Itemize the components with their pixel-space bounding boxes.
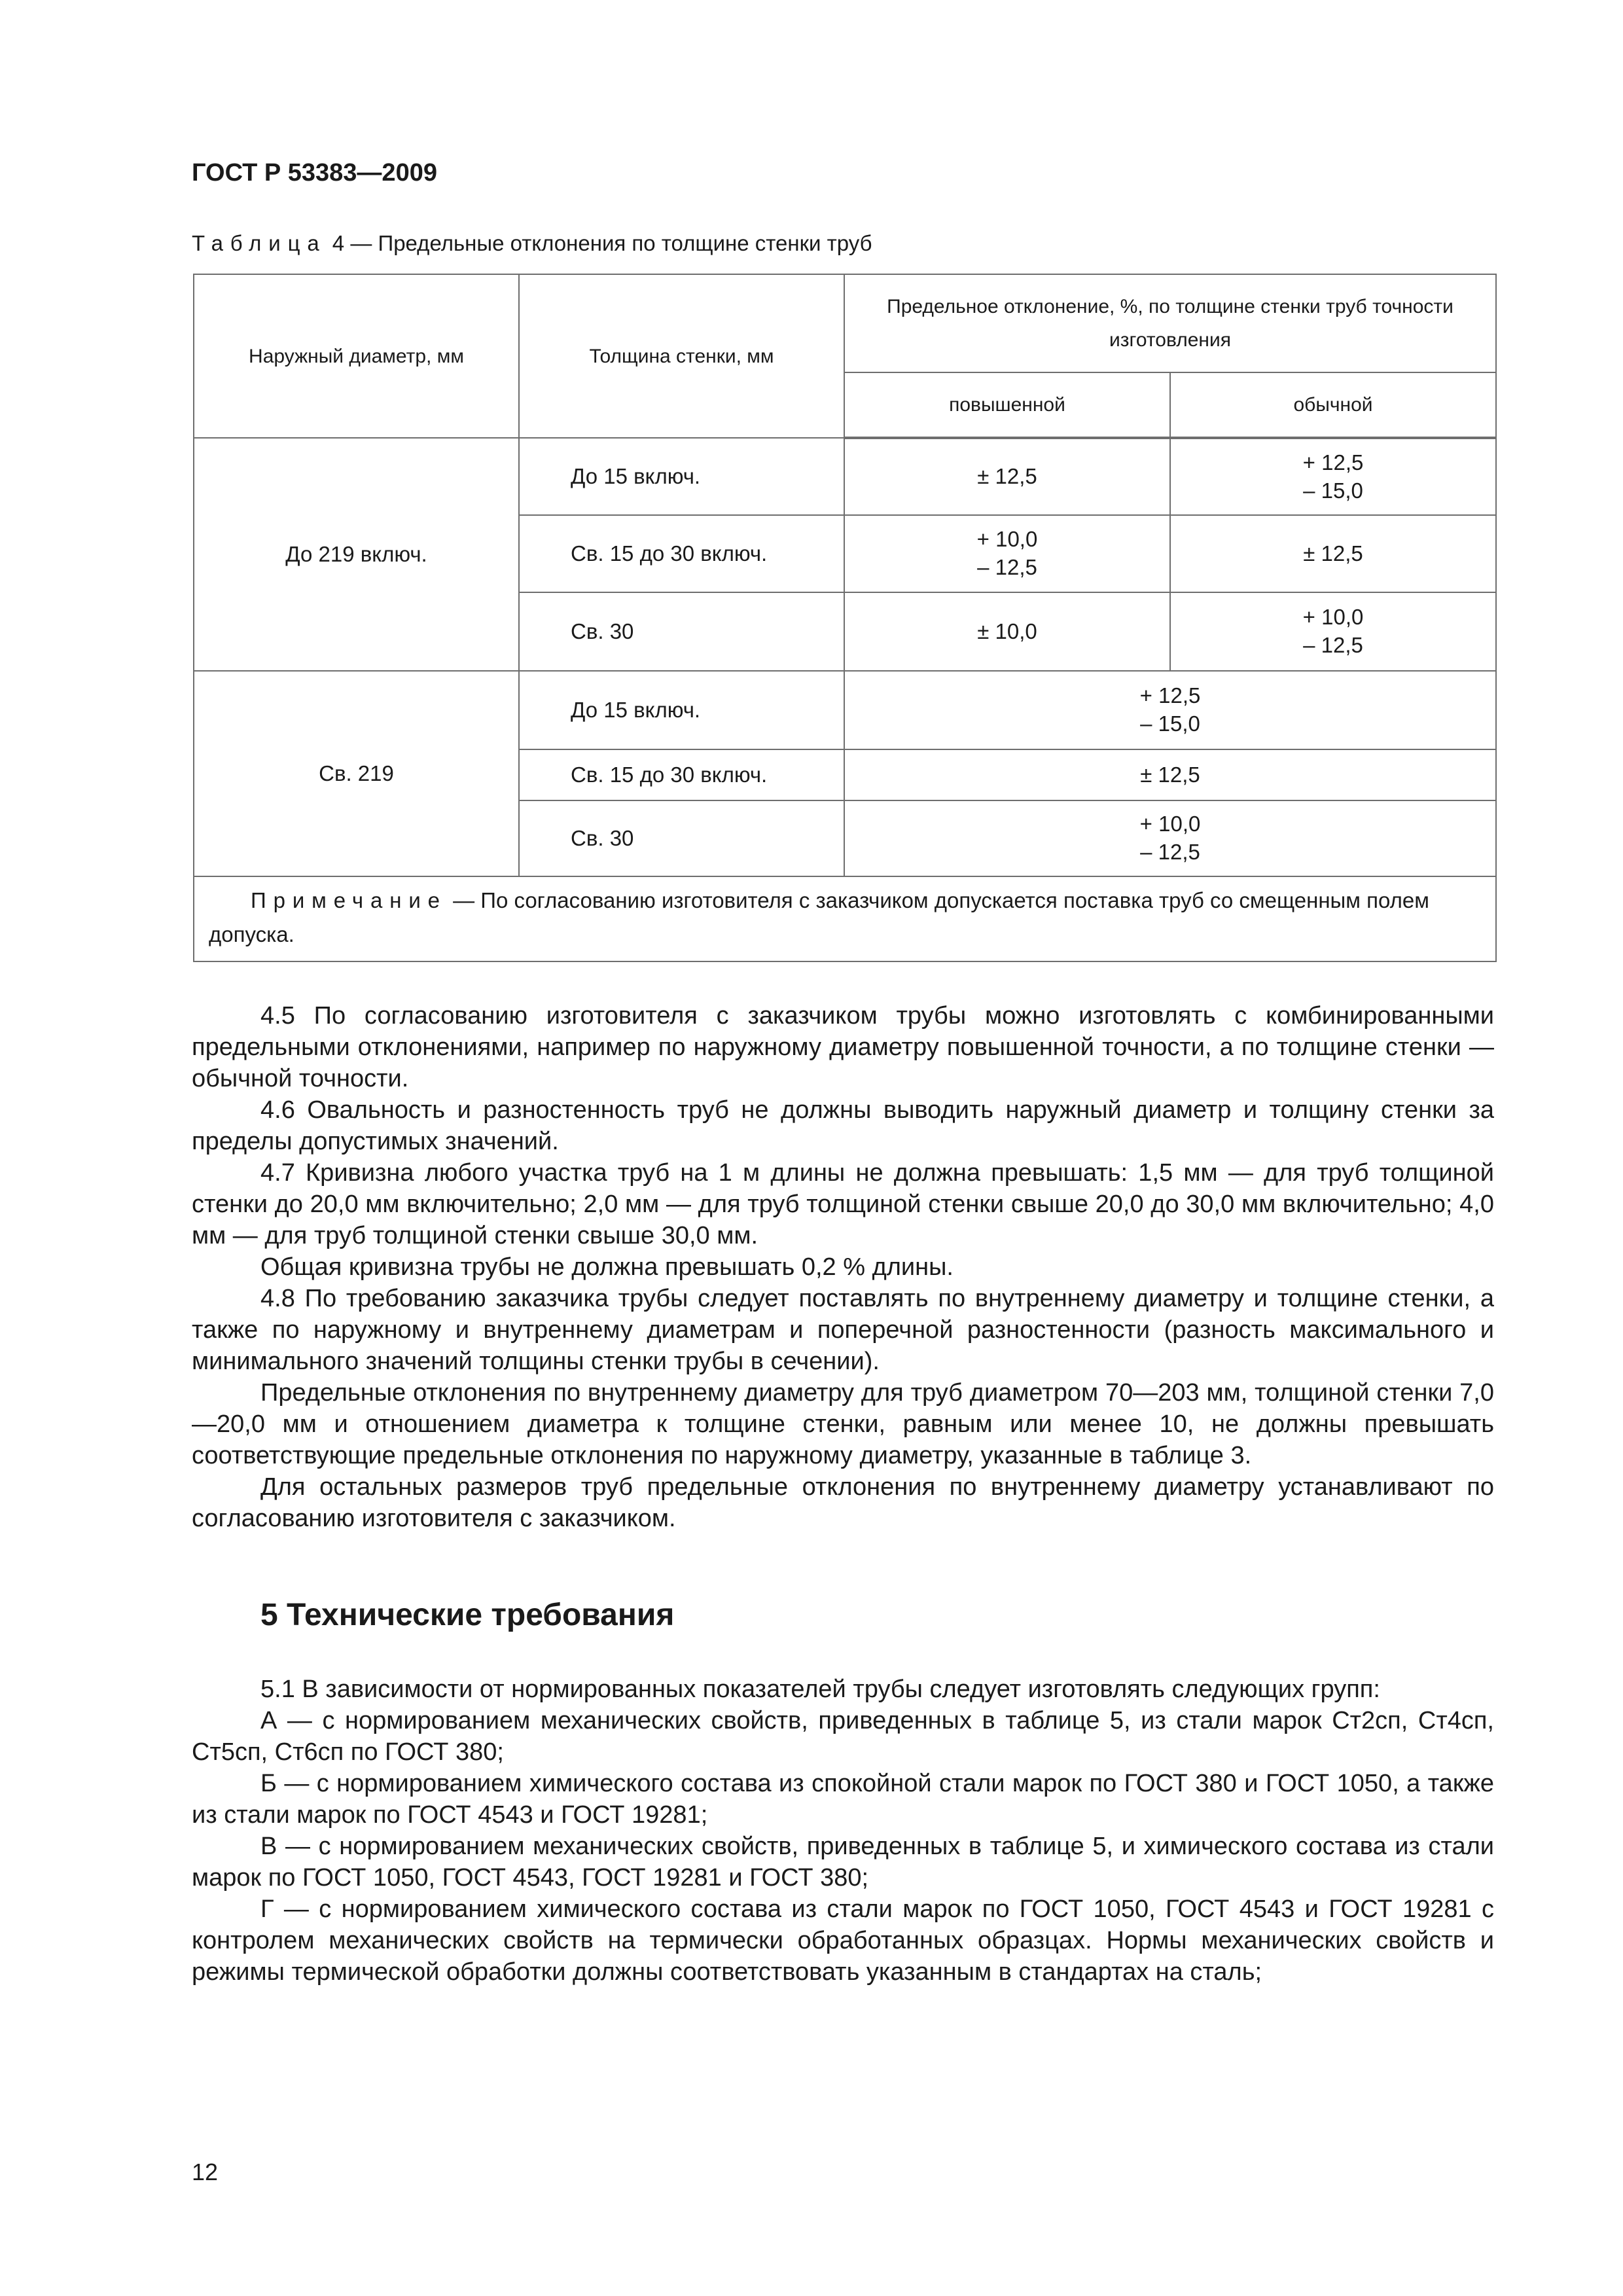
cell-increased [844, 515, 1170, 592]
body-text [192, 1000, 1494, 1534]
value-plus: + 10,0 [1139, 812, 1201, 836]
header-outer-diameter: Наружный диаметр, мм [194, 274, 519, 438]
cell-increased: ± 12,5 [844, 438, 1170, 515]
group-b: Б — с нормированием химического состава из спокойной стали марок по ГОСТ 380 и ГОСТ 1050, а также из стали марок по ГОСТ 4543 и ГОСТ 19281; [192, 1770, 1494, 1829]
table-note-row [194, 876, 1496, 961]
cell-thickness: До 15 включ. [519, 438, 844, 515]
section-title: 5 Технические требования [260, 1598, 675, 1632]
document-code: ГОСТ Р 53383—2009 [192, 159, 437, 187]
paragraph-4-6: 4.6 Овальность и разностенность труб не должны выводить наружный диаметр и толщину стенки за пределы допустимых значений. [192, 1096, 1494, 1155]
value-minus: – 15,0 [1303, 478, 1363, 503]
cell-ordinary [1170, 438, 1496, 515]
table-note [194, 876, 1496, 961]
note-text: — По согласованию изготовителя с заказчиком допускается поставка труб со смещенным полем допуска. [209, 888, 1429, 947]
header-ordinary: обычной [1170, 372, 1496, 438]
table-caption [192, 231, 872, 256]
page-number: 12 [192, 2159, 219, 2185]
value-plus: + 10,0 [1302, 605, 1364, 630]
value-minus: – 15,0 [1140, 711, 1200, 736]
paragraph-4-7-total: Общая кривизна трубы не должна превышать 0,2 % длины. [260, 1253, 954, 1281]
value-plus: + 12,5 [1139, 683, 1201, 708]
cell-thickness: Св. 30 [519, 800, 844, 876]
cell-thickness: Св. 30 [519, 592, 844, 671]
value-minus: – 12,5 [977, 555, 1037, 579]
cell-ordinary [1170, 592, 1496, 671]
paragraph-4-8-inner: Предельные отклонения по внутреннему диаметру для труб диаметром 70—203 мм, толщиной стенки 7,0—20,0 мм и отношением диаметра к толщине стенки, равным или менее 10, не должны превышать соответствующие предельные отклонения по наружному диаметру, указанные в таблице 3. [192, 1379, 1494, 1469]
group-a: А — с нормированием механических свойств, приведенных в таблице 5, из стали марок Ст2сп, Ст4сп, Ст5сп, Ст6сп по ГОСТ 380; [192, 1707, 1494, 1766]
cell-thickness: Св. 15 до 30 включ. [519, 749, 844, 800]
value-plus: + 12,5 [1302, 450, 1364, 475]
paragraph-4-7: 4.7 Кривизна любого участка труб на 1 м длины не должна превышать: 1,5 мм — для труб толщиной стенки до 20,0 мм включительно; 2,0 мм — для труб толщиной стенки свыше 20,0 до 30,0 мм включительно; 4,0 мм — для труб толщиной стенки свыше 30,0 мм. [192, 1159, 1494, 1249]
cell-increased: ± 10,0 [844, 592, 1170, 671]
value-minus: – 12,5 [1303, 633, 1363, 657]
section-body [192, 1674, 1494, 1988]
paragraph-5-1: 5.1 В зависимости от нормированных показателей трубы следует изготовлять следующих групп: [260, 1676, 1380, 1703]
cell-merged-deviation: ± 12,5 [844, 749, 1496, 800]
cell-diameter: Св. 219 [194, 671, 519, 876]
header-deviation: Предельное отклонение, %, по толщине стенки труб точности изготовления [844, 274, 1496, 372]
table-row [194, 438, 1496, 515]
paragraph-4-8-other: Для остальных размеров труб предельные отклонения по внутреннему диаметру устанавливают по согласованию изготовителя с заказчиком. [192, 1473, 1494, 1532]
table-caption-title: 4 — Предельные отклонения по толщине стенки труб [326, 231, 872, 255]
deviation-table [193, 274, 1497, 962]
paragraph-4-5: 4.5 По согласованию изготовителя с заказчиком трубы можно изготовлять с комбинированными предельными отклонениями, например по наружному диаметру повышенной точности, а по толщине стенки — обычной точности. [192, 1002, 1494, 1092]
cell-merged-deviation [844, 800, 1496, 876]
cell-diameter: До 219 включ. [194, 438, 519, 671]
paragraph-4-8: 4.8 По требованию заказчика трубы следует поставлять по внутреннему диаметру и толщине стенки, а также по наружному и внутреннему диаметрам и поперечной разностенности (разность максимального и минимального значений толщины стенки трубы в сечении). [192, 1285, 1494, 1375]
value-plus: + 10,0 [976, 527, 1038, 552]
cell-thickness: До 15 включ. [519, 671, 844, 749]
table-caption-word: Таблица [192, 231, 327, 255]
table-row [194, 671, 1496, 749]
header-increased: повышенной [844, 372, 1170, 438]
value-minus: – 12,5 [1140, 840, 1200, 864]
group-v: В — с нормированием механических свойств, приведенных в таблице 5, и химического состава из стали марок по ГОСТ 1050, ГОСТ 4543, ГОСТ 19281 и ГОСТ 380; [192, 1833, 1494, 1892]
group-g: Г — с нормированием химического состава из стали марок по ГОСТ 1050, ГОСТ 4543 и ГОСТ 19281 с контролем механических свойств на термически обработанных образцах. Нормы механических свойств и режимы термической обработки должны соответствовать указанным в стандартах на сталь; [192, 1895, 1494, 1986]
note-label: Примечание [251, 888, 447, 912]
cell-merged-deviation [844, 671, 1496, 749]
cell-ordinary: ± 12,5 [1170, 515, 1496, 592]
header-wall-thickness: Толщина стенки, мм [519, 274, 844, 438]
cell-thickness: Св. 15 до 30 включ. [519, 515, 844, 592]
